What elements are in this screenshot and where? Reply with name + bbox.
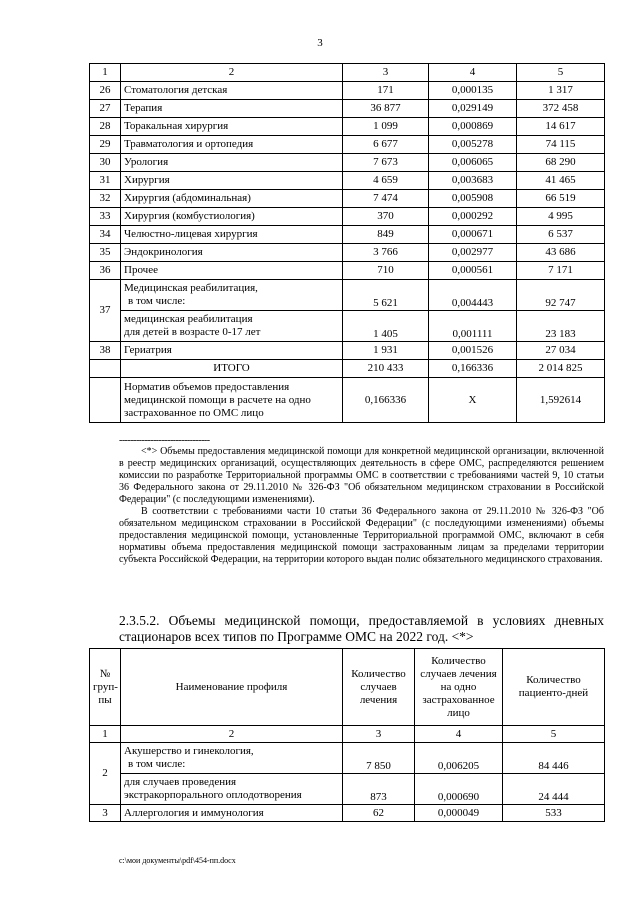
norm-row	[90, 378, 605, 423]
cases-count: 6 677	[343, 136, 429, 154]
bed-days: 372 458	[517, 100, 605, 118]
row-number: 34	[90, 226, 121, 244]
header-line: на одно	[440, 680, 477, 693]
cases-count: 7 850	[343, 743, 415, 774]
cases-per-person: 0,000869	[429, 118, 517, 136]
cases-per-person: 0,001526	[429, 342, 517, 360]
table-row	[90, 311, 605, 342]
profile-name: Эндокринология	[121, 244, 343, 262]
profile-name	[121, 280, 343, 311]
profile-name-line: для детей в возрасте 0-17 лет	[124, 326, 261, 338]
cases-per-person: 0,000561	[429, 262, 517, 280]
patient-days: 533	[503, 805, 605, 822]
profile-name-line: в том числе:	[128, 295, 186, 307]
row-number: 32	[90, 190, 121, 208]
table-row	[90, 244, 605, 262]
header-cell: 4	[429, 64, 517, 82]
footnote-paragraph: В соответствии с требованиями части 10 статьи 36 Федерального закона от 29.11.2010 № 326-ФЗ "Об обязательном медицинском страховании в Российской Федерации" (с последующими изменениями) объемы предоставления медицинской помощи, установленные Территориальной программой ОМС, включают в себя нормативы объема предоставления медицинской помощи застрахованным лицам за пределами территории субъекта Российской Федерации, на территории которого выдан полис обязательного медицинского страхования.	[119, 506, 604, 565]
profile-name: Хирургия (абдоминальная)	[121, 190, 343, 208]
row-number: 37	[90, 280, 121, 342]
profile-name-line: Акушерство и гинекология,	[124, 745, 254, 757]
cases-count: 5 621	[343, 280, 429, 311]
total-per-person: 0,166336	[429, 360, 517, 378]
profile-name	[121, 774, 343, 805]
table-row	[90, 118, 605, 136]
cases-per-person: 0,029149	[429, 100, 517, 118]
header-cell: 2	[121, 726, 343, 743]
header-cell: 1	[90, 64, 121, 82]
cases-count: 1 405	[343, 311, 429, 342]
cases-per-person: 0,005908	[429, 190, 517, 208]
table-row	[90, 208, 605, 226]
cases-per-person: 0,000690	[415, 774, 503, 805]
table-row	[90, 262, 605, 280]
profile-name: Гериатрия	[121, 342, 343, 360]
row-number: 33	[90, 208, 121, 226]
header-cell	[90, 649, 121, 726]
table-row	[90, 805, 605, 822]
norm-per-person: Х	[429, 378, 517, 423]
cases-per-person: 0,000292	[429, 208, 517, 226]
bed-days: 68 290	[517, 154, 605, 172]
cases-count: 62	[343, 805, 415, 822]
bed-days: 43 686	[517, 244, 605, 262]
table-row	[90, 280, 605, 311]
footnote	[119, 446, 604, 566]
row-number: 36	[90, 262, 121, 280]
volumes-table-day-hospital	[89, 648, 605, 822]
header-cell	[343, 649, 415, 726]
table-row	[90, 100, 605, 118]
profile-name-line: для случаев проведения	[124, 776, 237, 788]
header-line: лечения	[359, 693, 398, 706]
profile-name-line: медицинская реабилитация	[124, 313, 253, 325]
table-row	[90, 136, 605, 154]
cases-per-person: 0,003683	[429, 172, 517, 190]
norm-label-line: Норматив объемов предоставления	[124, 380, 290, 393]
cases-count: 1 099	[343, 118, 429, 136]
profile-name: Урология	[121, 154, 343, 172]
patient-days: 24 444	[503, 774, 605, 805]
cases-per-person: 0,001111	[429, 311, 517, 342]
row-number: 27	[90, 100, 121, 118]
profile-name: Стоматология детская	[121, 82, 343, 100]
header-cell: 5	[503, 726, 605, 743]
profile-name: Терапия	[121, 100, 343, 118]
header-line: застрахованное	[422, 693, 495, 706]
cases-per-person: 0,006065	[429, 154, 517, 172]
total-row	[90, 360, 605, 378]
bed-days: 23 183	[517, 311, 605, 342]
cases-per-person: 0,000049	[415, 805, 503, 822]
total-label: ИТОГО	[121, 360, 343, 378]
header-cell: 3	[343, 64, 429, 82]
row-number: 38	[90, 342, 121, 360]
header-cell: 4	[415, 726, 503, 743]
row-number: 2	[90, 743, 121, 805]
cases-count: 7 474	[343, 190, 429, 208]
cases-per-person: 0,002977	[429, 244, 517, 262]
header-cell	[503, 649, 605, 726]
cases-per-person: 0,004443	[429, 280, 517, 311]
norm-label-line: медицинской помощи в расчете на одно	[124, 393, 311, 406]
table-row	[90, 82, 605, 100]
cases-count: 1 931	[343, 342, 429, 360]
table-row	[90, 154, 605, 172]
bed-days: 41 465	[517, 172, 605, 190]
profile-name: Аллергология и иммунология	[121, 805, 343, 822]
profile-name-line: экстракорпорального оплодотворения	[124, 789, 302, 801]
cases-count: 171	[343, 82, 429, 100]
patient-days: 84 446	[503, 743, 605, 774]
profile-name-line: в том числе:	[128, 758, 186, 770]
norm-label-line: застрахованное по ОМС лицо	[124, 406, 264, 419]
table-header-row	[90, 649, 605, 726]
cases-count: 710	[343, 262, 429, 280]
profile-name	[121, 311, 343, 342]
volumes-table-24h	[89, 63, 605, 423]
cases-count: 370	[343, 208, 429, 226]
bed-days: 6 537	[517, 226, 605, 244]
footnote-paragraph: <*> Объемы предоставления медицинской помощи для конкретной медицинской организации, включенной в реестр медицинских организаций, осуществляющих деятельность в сфере ОМС, распределяются решением комиссии по разработке Территориальной программы ОМС в соответствии с требованиями частей 9, 10 статьи 36 Федерального закона от 29.11.2010 № 326-ФЗ "Об обязательном медицинском страховании в Российской Федерации" (с последующими изменениями).	[119, 446, 604, 505]
total-cases: 210 433	[343, 360, 429, 378]
header-line: случаев лечения	[420, 667, 497, 680]
cases-count: 873	[343, 774, 415, 805]
header-line: №	[99, 667, 111, 680]
bed-days: 4 995	[517, 208, 605, 226]
header-cell	[415, 649, 503, 726]
cases-count: 849	[343, 226, 429, 244]
header-cell: Наименование профиля	[121, 649, 343, 726]
page-number: 3	[317, 37, 323, 49]
cases-per-person: 0,005278	[429, 136, 517, 154]
row-number: 26	[90, 82, 121, 100]
norm-label	[121, 378, 343, 423]
norm-cases: 0,166336	[343, 378, 429, 423]
total-bed-days: 2 014 825	[517, 360, 605, 378]
bed-days: 27 034	[517, 342, 605, 360]
bed-days: 66 519	[517, 190, 605, 208]
row-number: 29	[90, 136, 121, 154]
row-number: 30	[90, 154, 121, 172]
header-cell: 1	[90, 726, 121, 743]
profile-name: Хирургия (комбустиология)	[121, 208, 343, 226]
header-line: пациенто-дней	[518, 687, 589, 699]
row-number: 28	[90, 118, 121, 136]
bed-days: 14 617	[517, 118, 605, 136]
bed-days: 74 115	[517, 136, 605, 154]
column-number-row	[90, 726, 605, 743]
empty-cell	[90, 378, 121, 423]
cases-per-person: 0,000135	[429, 82, 517, 100]
header-line: Количество	[351, 667, 406, 680]
profile-name: Прочее	[121, 262, 343, 280]
header-line: случаев	[360, 680, 397, 693]
header-line: Количество	[431, 654, 486, 667]
header-line: лицо	[447, 706, 470, 719]
row-number: 35	[90, 244, 121, 262]
footer-file-path: c:\мои документы\pdf\454-пп.docx	[119, 856, 236, 865]
header-line: пы	[98, 693, 112, 706]
header-cell: 2	[121, 64, 343, 82]
section-title	[119, 613, 604, 645]
cases-count: 3 766	[343, 244, 429, 262]
profile-name: Торакальная хирургия	[121, 118, 343, 136]
cases-count: 4 659	[343, 172, 429, 190]
header-cell: 5	[517, 64, 605, 82]
empty-cell	[90, 360, 121, 378]
norm-bed-days: 1,592614	[517, 378, 605, 423]
profile-name: Челюстно-лицевая хирургия	[121, 226, 343, 244]
table-header-row	[90, 64, 605, 82]
profile-name: Хирургия	[121, 172, 343, 190]
cases-count: 7 673	[343, 154, 429, 172]
bed-days: 92 747	[517, 280, 605, 311]
profile-name: Травматология и ортопедия	[121, 136, 343, 154]
cases-per-person: 0,000671	[429, 226, 517, 244]
table-row	[90, 226, 605, 244]
row-number: 3	[90, 805, 121, 822]
table-row	[90, 190, 605, 208]
bed-days: 1 317	[517, 82, 605, 100]
footnote-separator: --------------------------------	[119, 435, 210, 446]
header-line: груп-	[93, 680, 118, 693]
table-row	[90, 172, 605, 190]
cases-per-person: 0,006205	[415, 743, 503, 774]
profile-name	[121, 743, 343, 774]
profile-name-line: Медицинская реабилитация,	[124, 282, 258, 294]
section-title-text: 2.3.5.2. Объемы медицинской помощи, предоставляемой в условиях дневных стационаров всех типов по Программе ОМС на 2022 год. <*>	[119, 613, 604, 644]
header-cell: 3	[343, 726, 415, 743]
header-line: Количество	[526, 674, 581, 686]
row-number: 31	[90, 172, 121, 190]
table-row	[90, 743, 605, 774]
cases-count: 36 877	[343, 100, 429, 118]
table-row	[90, 342, 605, 360]
table-row	[90, 774, 605, 805]
bed-days: 7 171	[517, 262, 605, 280]
